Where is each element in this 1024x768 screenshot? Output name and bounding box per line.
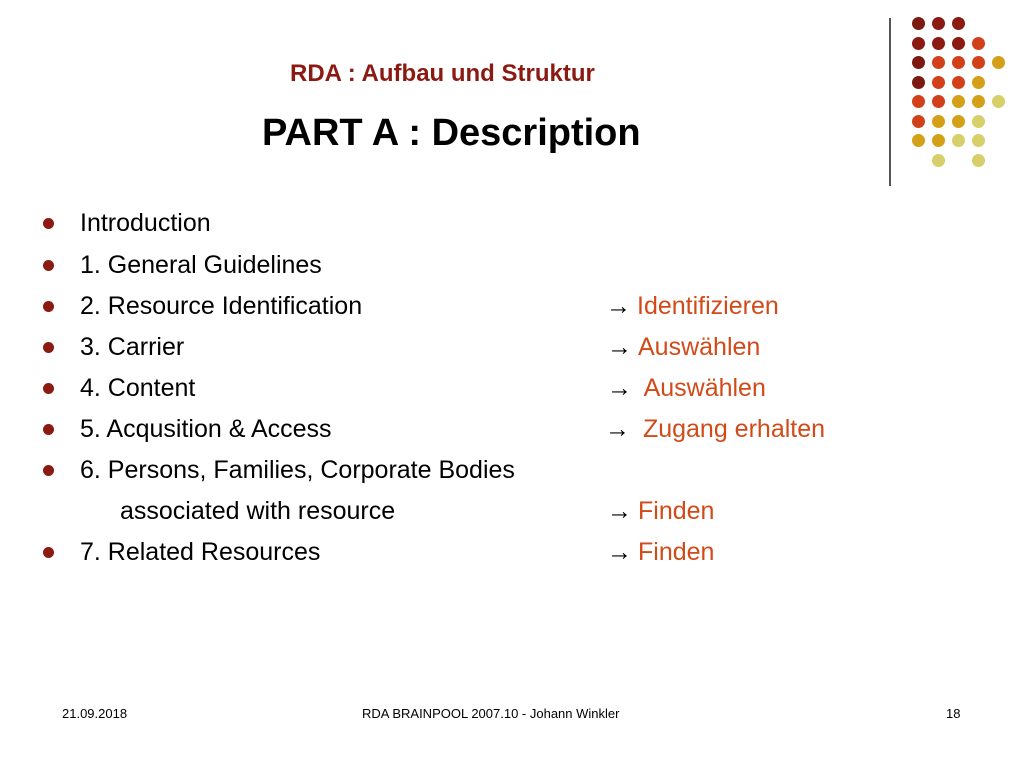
list-item-target <box>606 292 779 321</box>
decorative-dot <box>952 37 965 50</box>
decorative-dot <box>992 95 1005 108</box>
decorative-dot <box>912 37 925 50</box>
list-item <box>0 372 1024 406</box>
decorative-dot <box>932 115 945 128</box>
decorative-dot <box>952 115 965 128</box>
bullet-icon <box>43 218 54 229</box>
bullet-icon <box>43 465 54 476</box>
list-item-target-text: Finden <box>638 538 715 566</box>
decorative-dot <box>972 37 985 50</box>
list-item <box>0 331 1024 365</box>
decorative-divider-line <box>889 18 891 186</box>
list-item-target-text: Identifizieren <box>637 292 779 320</box>
decorative-dot <box>912 95 925 108</box>
list-item <box>0 454 1024 488</box>
list-item-text: 3. Carrier <box>80 333 185 361</box>
bullet-icon <box>43 383 54 394</box>
arrow-right-icon: → <box>607 333 632 361</box>
list-item-continuation <box>0 495 1024 529</box>
list-item-target <box>607 538 714 567</box>
decorative-dot <box>972 56 985 69</box>
decorative-dot <box>932 17 945 30</box>
list-item <box>0 290 1024 324</box>
list-item <box>0 536 1024 570</box>
list-item-target-text: Zugang erhalten <box>636 415 826 443</box>
decorative-dot <box>932 76 945 89</box>
list-item-target <box>607 374 766 403</box>
decorative-dot <box>952 134 965 147</box>
decorative-dot <box>932 134 945 147</box>
list-item-text: Introduction <box>80 209 211 237</box>
footer-date: 21.09.2018 <box>62 706 128 721</box>
decorative-dot <box>972 154 985 167</box>
slide-title: PART A : Description <box>262 112 641 154</box>
bullet-icon <box>43 260 54 271</box>
decorative-dot <box>932 154 945 167</box>
decorative-dot <box>952 95 965 108</box>
decorative-dot <box>952 17 965 30</box>
decorative-dot <box>912 56 925 69</box>
list-item-text: 7. Related Resources <box>80 538 321 566</box>
bullet-icon <box>43 301 54 312</box>
decorative-dot <box>932 37 945 50</box>
decorative-dot <box>972 95 985 108</box>
arrow-right-icon: → <box>607 374 632 402</box>
list-item-target-text: Auswählen <box>638 374 766 402</box>
arrow-right-icon: → <box>605 415 630 443</box>
bullet-icon <box>43 547 54 558</box>
decorative-dot <box>912 134 925 147</box>
decorative-dot <box>952 56 965 69</box>
list-item-text: 1. General Guidelines <box>80 251 322 279</box>
list-item-text: 2. Resource Identification <box>80 292 363 320</box>
bullet-icon <box>43 342 54 353</box>
list-item-target <box>605 415 825 444</box>
decorative-dot <box>932 95 945 108</box>
decorative-dot <box>952 76 965 89</box>
decorative-dot <box>972 76 985 89</box>
list-item <box>0 413 1024 447</box>
decorative-dot <box>992 56 1005 69</box>
decorative-dot <box>972 115 985 128</box>
list-item-text: associated with resource <box>120 497 396 525</box>
footer-center-text: RDA BRAINPOOL 2007.10 - Johann Winkler <box>362 706 620 721</box>
list-item-target-text: Finden <box>638 497 715 525</box>
slide-subtitle: RDA : Aufbau und Struktur <box>290 60 595 87</box>
arrow-right-icon: → <box>607 538 632 566</box>
bullet-icon <box>43 424 54 435</box>
list-item-target <box>607 333 760 362</box>
decorative-dot <box>912 76 925 89</box>
list-item-text: 6. Persons, Families, Corporate Bodies <box>80 456 515 484</box>
decorative-dot <box>912 17 925 30</box>
list-item <box>0 207 1024 241</box>
arrow-right-icon: → <box>607 497 632 525</box>
list-item <box>0 249 1024 283</box>
arrow-right-icon: → <box>606 292 631 320</box>
list-item-target <box>607 497 714 526</box>
list-item-text: 4. Content <box>80 374 196 402</box>
decorative-dot <box>972 134 985 147</box>
list-item-text: 5. Acqusition & Access <box>80 415 332 443</box>
footer-page-number: 18 <box>946 706 961 721</box>
list-item-target-text: Auswählen <box>638 333 761 361</box>
decorative-dot <box>932 56 945 69</box>
decorative-dot <box>912 115 925 128</box>
